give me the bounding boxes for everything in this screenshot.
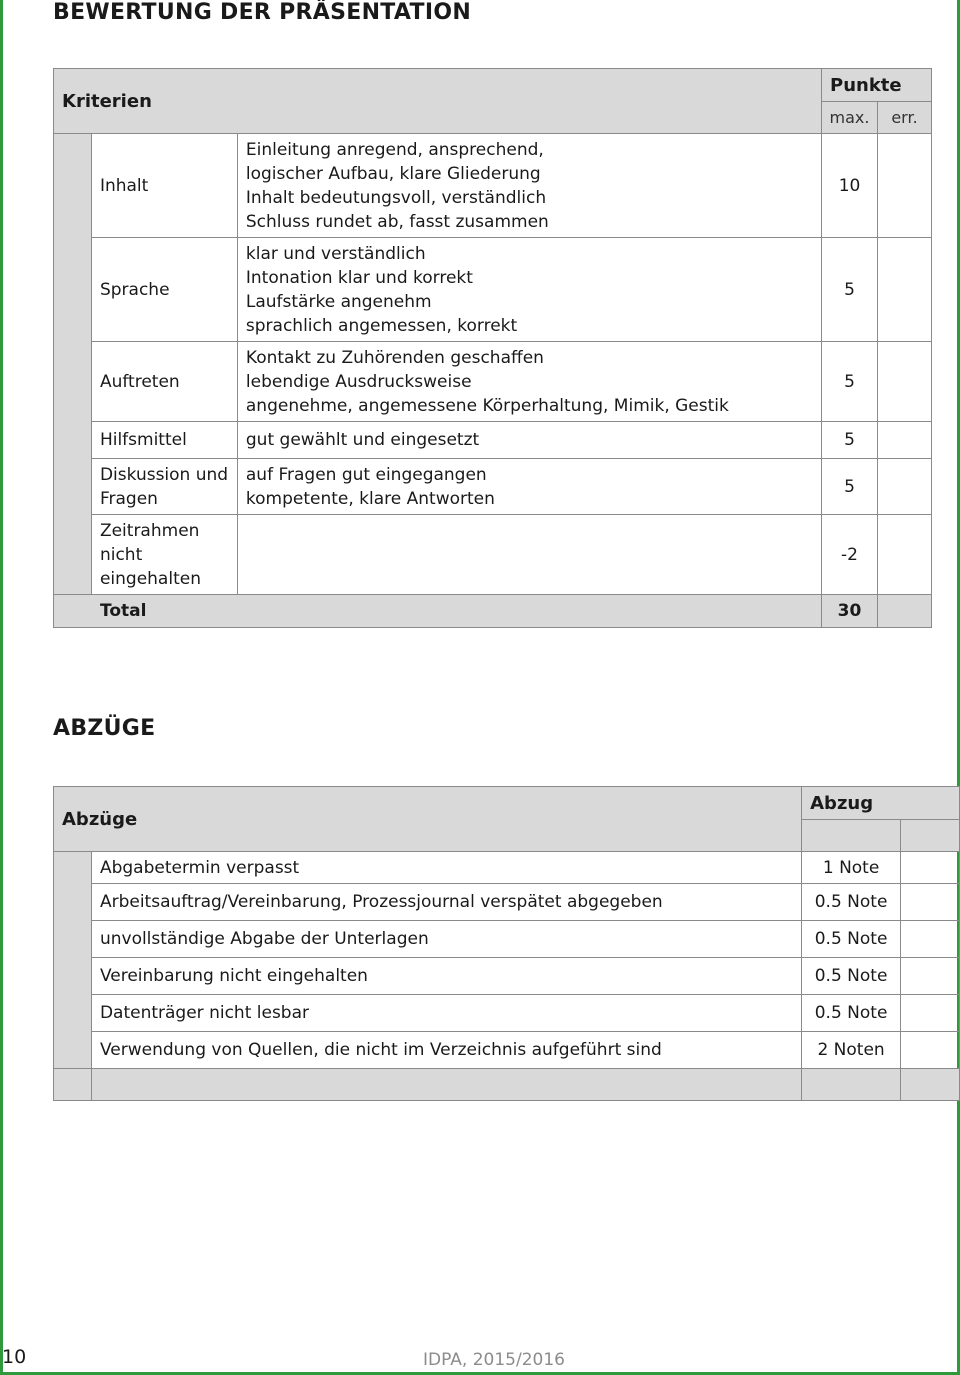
deduction-row-stub	[54, 1069, 92, 1101]
deduction-row	[54, 1032, 960, 1069]
criteria-description	[237, 515, 821, 595]
criteria-description-line: gut gewählt und eingesetzt	[245, 430, 480, 450]
deduction-row	[54, 852, 960, 884]
deduction-col-header: Abzug	[802, 787, 960, 820]
criteria-description-line: Schluss rundet ab, fasst zusammen	[245, 211, 549, 232]
criteria-row	[54, 422, 932, 459]
criteria-description-line: lebendige Ausdrucksweise	[245, 371, 472, 392]
criteria-name-line: Fragen	[99, 488, 158, 509]
deduction-applied[interactable]	[901, 852, 960, 884]
criteria-name-line: eingehalten	[99, 568, 201, 589]
total-err[interactable]	[878, 595, 932, 628]
points-header: Punkte	[822, 69, 932, 102]
err-header: err.	[878, 102, 932, 134]
deduction-empty-extra	[901, 1069, 960, 1101]
criteria-description	[237, 238, 821, 342]
deduction-value: 0.5 Note	[802, 995, 901, 1032]
criteria-earned-points[interactable]	[878, 515, 932, 595]
deduction-row	[54, 958, 960, 995]
max-header: max.	[822, 102, 878, 134]
criteria-header: Kriterien	[54, 69, 822, 134]
criteria-description-line: Einleitung anregend, ansprechend,	[245, 139, 544, 160]
criteria-name-line: Inhalt	[99, 175, 149, 196]
criteria-description-line: kompetente, klare Antworten	[245, 488, 495, 509]
deduction-applied[interactable]	[901, 1032, 960, 1069]
criteria-row	[54, 134, 932, 238]
deduction-name: Abgabetermin verpasst	[91, 852, 801, 884]
criteria-name-line: Zeitrahmen	[99, 520, 200, 541]
footer-text: IDPA, 2015/2016	[423, 1350, 565, 1370]
criteria-name	[91, 342, 237, 422]
criteria-earned-points[interactable]	[878, 238, 932, 342]
criteria-description-line: Laufstärke angenehm	[245, 291, 432, 312]
criteria-name-line: Hilfsmittel	[99, 430, 187, 450]
criteria-earned-points[interactable]	[878, 134, 932, 238]
total-label-text: Total	[100, 601, 147, 621]
total-max: 30	[822, 595, 878, 628]
criteria-name	[91, 422, 237, 459]
deduction-row	[54, 995, 960, 1032]
criteria-description-line: logischer Aufbau, klare Gliederung	[245, 163, 541, 184]
section-title-presentation: BEWERTUNG DER PRÄSENTATION	[53, 0, 472, 25]
deduction-applied[interactable]	[901, 884, 960, 921]
criteria-row	[54, 515, 932, 595]
criteria-row	[54, 238, 932, 342]
page-number: 10	[2, 1346, 27, 1368]
deduction-value: 0.5 Note	[802, 884, 901, 921]
criteria-description-line: Intonation klar und korrekt	[245, 267, 473, 288]
deduction-name: Vereinbarung nicht eingehalten	[91, 958, 801, 995]
criteria-earned-points[interactable]	[878, 342, 932, 422]
criteria-description-line: Kontakt zu Zuhörenden geschaffen	[245, 347, 544, 368]
criteria-max-points: 5	[822, 422, 878, 459]
criteria-description-line: angenehme, angemessene Körperhaltung, Mimik, Gestik	[245, 395, 729, 416]
criteria-name	[91, 515, 237, 595]
deduction-name: Datenträger nicht lesbar	[91, 995, 801, 1032]
criteria-description	[237, 422, 821, 459]
criteria-name-line: Diskussion und	[99, 464, 229, 485]
total-label	[54, 595, 822, 628]
criteria-earned-points[interactable]	[878, 422, 932, 459]
presentation-table	[53, 68, 932, 628]
deduction-value: 2 Noten	[802, 1032, 901, 1069]
deduction-empty-value	[802, 1069, 901, 1101]
deduction-name: Arbeitsauftrag/Vereinbarung, Prozessjournal verspätet abgegeben	[91, 884, 801, 921]
deduction-applied[interactable]	[901, 958, 960, 995]
deduction-row	[54, 884, 960, 921]
criteria-name	[91, 459, 237, 515]
criteria-description-line: auf Fragen gut eingegangen	[245, 464, 487, 485]
criteria-earned-points[interactable]	[878, 459, 932, 515]
deduction-applied[interactable]	[901, 995, 960, 1032]
criteria-row	[54, 342, 932, 422]
deduction-value: 0.5 Note	[802, 921, 901, 958]
criteria-description	[237, 459, 821, 515]
criteria-name-line: Sprache	[99, 279, 170, 300]
deduction-subheader-2	[901, 820, 960, 852]
deduction-name: unvollständige Abgabe der Unterlagen	[91, 921, 801, 958]
criteria-max-points: 5	[822, 238, 878, 342]
deduction-empty-row	[91, 1069, 801, 1101]
deduction-value: 1 Note	[802, 852, 901, 884]
criteria-max-points: 5	[822, 342, 878, 422]
deduction-subheader-1	[802, 820, 901, 852]
deductions-table	[53, 786, 960, 1101]
criteria-description	[237, 134, 821, 238]
criteria-max-points: 5	[822, 459, 878, 515]
criteria-name-line: Auftreten	[99, 371, 180, 392]
criteria-name	[91, 134, 237, 238]
criteria-description	[237, 342, 821, 422]
row-stub	[54, 852, 92, 1069]
deduction-value: 0.5 Note	[802, 958, 901, 995]
deduction-applied[interactable]	[901, 921, 960, 958]
criteria-description-line: sprachlich angemessen, korrekt	[245, 315, 518, 336]
criteria-row	[54, 459, 932, 515]
deductions-header: Abzüge	[54, 787, 802, 852]
criteria-name	[91, 238, 237, 342]
criteria-max-points: 10	[822, 134, 878, 238]
deduction-row	[54, 921, 960, 958]
row-stub	[54, 134, 92, 595]
criteria-name-line: nicht	[99, 544, 143, 565]
criteria-description-line: klar und verständlich	[245, 243, 426, 264]
criteria-description-line: Inhalt bedeutungsvoll, verständlich	[245, 187, 547, 208]
deduction-name: Verwendung von Quellen, die nicht im Verzeichnis aufgeführt sind	[91, 1032, 801, 1069]
criteria-max-points: -2	[822, 515, 878, 595]
section-title-deductions: ABZÜGE	[53, 716, 156, 741]
